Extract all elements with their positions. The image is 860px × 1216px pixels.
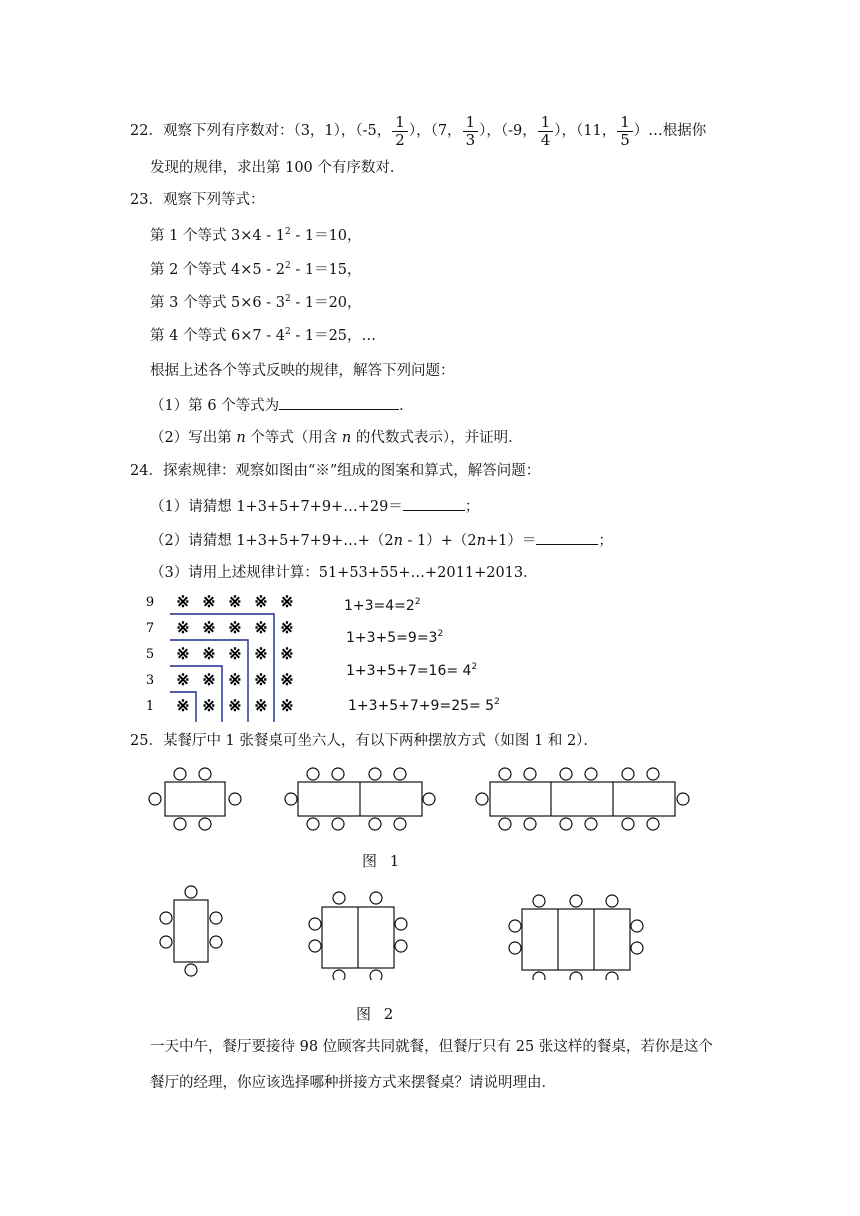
row-label-1: 1 [145, 699, 155, 714]
grid-symbol: ※ [254, 644, 268, 663]
grid-symbol: ※ [280, 670, 294, 689]
grid-symbol: ※ [254, 618, 268, 637]
q22-line1 [130, 111, 706, 151]
grid-symbol: ※ [176, 592, 190, 611]
q24-answer-blank-2[interactable] [536, 530, 598, 545]
figure-1-caption: 图 1 [362, 852, 404, 870]
q24-formula-3: $1+3+5+7=16= 4^2$ [346, 662, 478, 679]
q22-frac-2: $\frac{1}{3}$ [463, 114, 479, 149]
fig2-single-table [160, 886, 222, 976]
q22-text-c: ），（-9， [479, 123, 537, 139]
q24-answer-blank-1[interactable] [403, 496, 465, 511]
grid-symbol: ※ [228, 644, 242, 663]
symbol-grid [176, 592, 293, 715]
q23-equation-3: 第 3 个等式 $5\times 6 - 3^2 - 1=20$， [150, 294, 362, 311]
grid-symbol: ※ [202, 592, 216, 611]
q24-part1: （1）请猜想 1+3+5+7+9+…+29＝ ； [150, 496, 479, 517]
q24-pattern-figure [140, 588, 320, 722]
q22-line2: 发现的规律，求出第 100 个有序数对． [150, 160, 405, 176]
q24-formula-1: $1+3=4=2^2$ [344, 597, 421, 614]
row-label-9: 9 [145, 595, 155, 610]
grid-symbol: ※ [228, 696, 242, 715]
grid-symbol: ※ [280, 618, 294, 637]
q23-answer-blank[interactable] [279, 395, 399, 410]
q24-formula-2: $1+3+5=9=3^2$ [346, 629, 444, 646]
q23-part2: （2）写出第 n 个等式（用含 n 的代数式表示），并证明． [150, 430, 523, 446]
row-label-7: 7 [145, 621, 155, 636]
figure-1-tables [140, 762, 700, 836]
grid-symbol: ※ [228, 618, 242, 637]
q23-title-text: 观察下列等式： [162, 192, 265, 208]
q22-frac-1: $\frac{1}{2}$ [392, 114, 408, 149]
fig1-two-tables [285, 768, 435, 830]
q23-equation-1: 第 1 个等式 $3\times 4 - 1^2 - 1=10$， [150, 227, 362, 244]
grid-symbol: ※ [228, 592, 242, 611]
q22-number: 22． [130, 123, 163, 139]
grid-symbol: ※ [202, 670, 216, 689]
q25-title: 25．某餐厅中 1 张餐桌可坐六人，有以下两种摆放方式（如图 1 和 2）． [130, 733, 598, 749]
q22-text-d: ），（11， [554, 123, 617, 139]
q24-part2: （2）请猜想 1+3+5+7+9+…+（2n - 1）+（2n+1）＝ ； [150, 530, 613, 551]
q23-title [130, 190, 264, 210]
grid-symbol: ※ [202, 644, 216, 663]
figure-2-caption: 图 2 [356, 1005, 398, 1023]
grid-symbol: ※ [254, 670, 268, 689]
grid-symbol: ※ [176, 696, 190, 715]
grid-symbol: ※ [280, 644, 294, 663]
q22-text-a: 观察下列有序数对：（3，1），（-5， [162, 123, 392, 139]
grid-symbol: ※ [176, 618, 190, 637]
grid-symbol: ※ [176, 644, 190, 663]
q23-instruction: 根据上述各个等式反映的规律，解答下列问题： [150, 363, 455, 379]
row-label-5: 5 [145, 647, 155, 662]
fig1-three-tables [476, 768, 689, 830]
q22-text-e: ）…根据你 [633, 123, 707, 139]
q22-text-b: ），（7， [408, 123, 462, 139]
grid-symbol: ※ [280, 696, 294, 715]
q23-part1: （1）第 6 个等式为 ． [150, 395, 414, 416]
grid-symbol: ※ [202, 618, 216, 637]
fig2-three-tables [509, 895, 643, 980]
grid-symbol: ※ [280, 592, 294, 611]
grid-symbol: ※ [228, 670, 242, 689]
q24-part3: （3）请用上述规律计算：51+53+55+…+2011+2013． [150, 565, 538, 581]
q23-equation-2: 第 2 个等式 $4\times 5 - 2^2 - 1=15$， [150, 261, 362, 278]
q25-number: 25． [130, 733, 163, 749]
grid-symbol: ※ [202, 696, 216, 715]
q25-paragraph-line2: 餐厅的经理，你应该选择哪种拼接方式来摆餐桌？请说明理由． [150, 1075, 556, 1091]
fig2-two-tables [309, 892, 407, 980]
q24-title: 24．探索规律：观察如图由“※”组成的图案和算式，解答问题： [130, 463, 541, 479]
fig1-single-table [149, 768, 241, 830]
figure-2-tables [150, 880, 650, 980]
q25-paragraph-line1: 一天中午，餐厅要接待 98 位顾客共同就餐，但餐厅只有 25 张这样的餐桌，若你是这个 [150, 1039, 713, 1055]
q24-formula-4: $1+3+5+7+9=25= 5^2$ [348, 697, 500, 714]
q23-number: 23． [130, 192, 163, 208]
grid-symbol: ※ [176, 670, 190, 689]
grid-symbol: ※ [254, 696, 268, 715]
grid-symbol: ※ [254, 592, 268, 611]
q22-frac-3: $\frac{1}{4}$ [538, 114, 554, 149]
q22-frac-4: $\frac{1}{5}$ [617, 114, 633, 149]
row-label-3: 3 [145, 673, 155, 688]
q24-number: 24． [130, 463, 163, 479]
q23-equation-4: 第 4 个等式 $6\times 7 - 4^2 - 1=25$，… [150, 327, 377, 344]
